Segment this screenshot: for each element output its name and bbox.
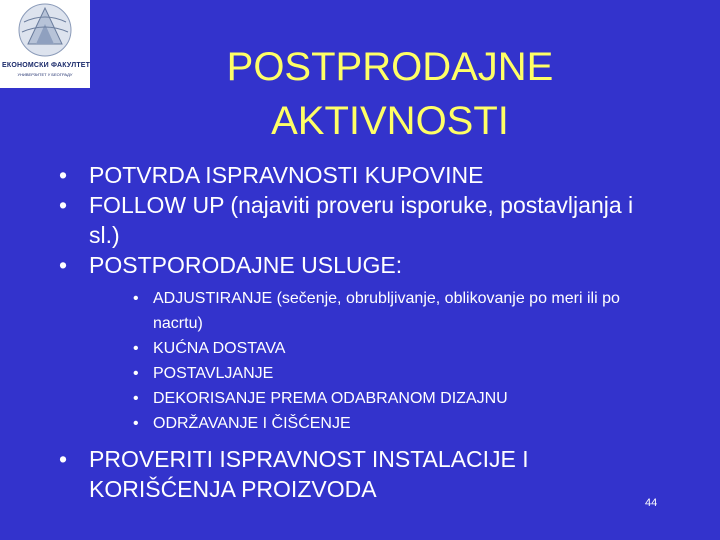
bullet-marker: • — [59, 252, 68, 278]
bullet-marker: • — [59, 162, 68, 188]
logo-caption: ЕКОНОМСКИ ФАКУЛТЕТ — [2, 62, 91, 69]
sub-bullet-item — [129, 386, 659, 411]
sub-bullet-text: KUĆNA DOSTAVA — [153, 340, 286, 357]
sub-bullet-marker: • — [133, 340, 139, 357]
bullet-text: PROVERITI ISPRAVNOST INSTALACIJE I KORIŠĆENJA PROIZVODA — [89, 446, 529, 502]
faculty-logo — [0, 0, 90, 88]
sub-bullet-text: DEKORISANJE PREMA ODABRANOM DIZAJNU — [153, 390, 508, 407]
sub-bullet-marker: • — [133, 390, 139, 407]
sub-bullet-text: POSTAVLJANJE — [153, 365, 274, 382]
sub-bullet-marker: • — [133, 415, 139, 432]
bullet-text: FOLLOW UP (najaviti proveru isporuke, postavljanja i sl.) — [89, 192, 634, 248]
logo-emblem-icon — [0, 0, 90, 62]
logo-subcaption: УНИВЕРЗИТЕТ У БЕОГРАДУ — [17, 72, 73, 77]
sub-bullet-item — [129, 411, 659, 436]
sub-bullet-item — [129, 336, 659, 361]
sub-bullet-list — [129, 286, 659, 436]
slide-content — [57, 160, 657, 504]
sub-bullet-text: ODRŽAVANJE I ČIŠĆENJE — [153, 415, 351, 432]
sub-bullet-item — [129, 286, 659, 336]
bullet-text: POSTPORODAJNE USLUGE: — [89, 252, 403, 278]
page-number: 44 — [645, 497, 658, 509]
slide-title — [130, 40, 650, 148]
bullet-item — [57, 190, 657, 250]
bullet-item — [57, 250, 657, 280]
bullet-text: POTVRDA ISPRAVNOSTI KUPOVINE — [89, 162, 484, 188]
bullet-marker: • — [59, 192, 68, 218]
title-line-2: AKTIVNOSTI — [271, 99, 509, 143]
sub-bullet-marker: • — [133, 290, 139, 307]
bullet-item — [57, 160, 657, 190]
bullet-marker: • — [59, 446, 68, 472]
sub-bullet-marker: • — [133, 365, 139, 382]
sub-bullet-item — [129, 361, 659, 386]
title-line-1: POSTPRODAJNE — [226, 45, 554, 89]
sub-bullet-text: ADJUSTIRANJE (sečenje, obrubljivanje, oblikovanje po meri ili po nacrtu) — [153, 290, 620, 332]
bullet-item — [57, 444, 657, 504]
